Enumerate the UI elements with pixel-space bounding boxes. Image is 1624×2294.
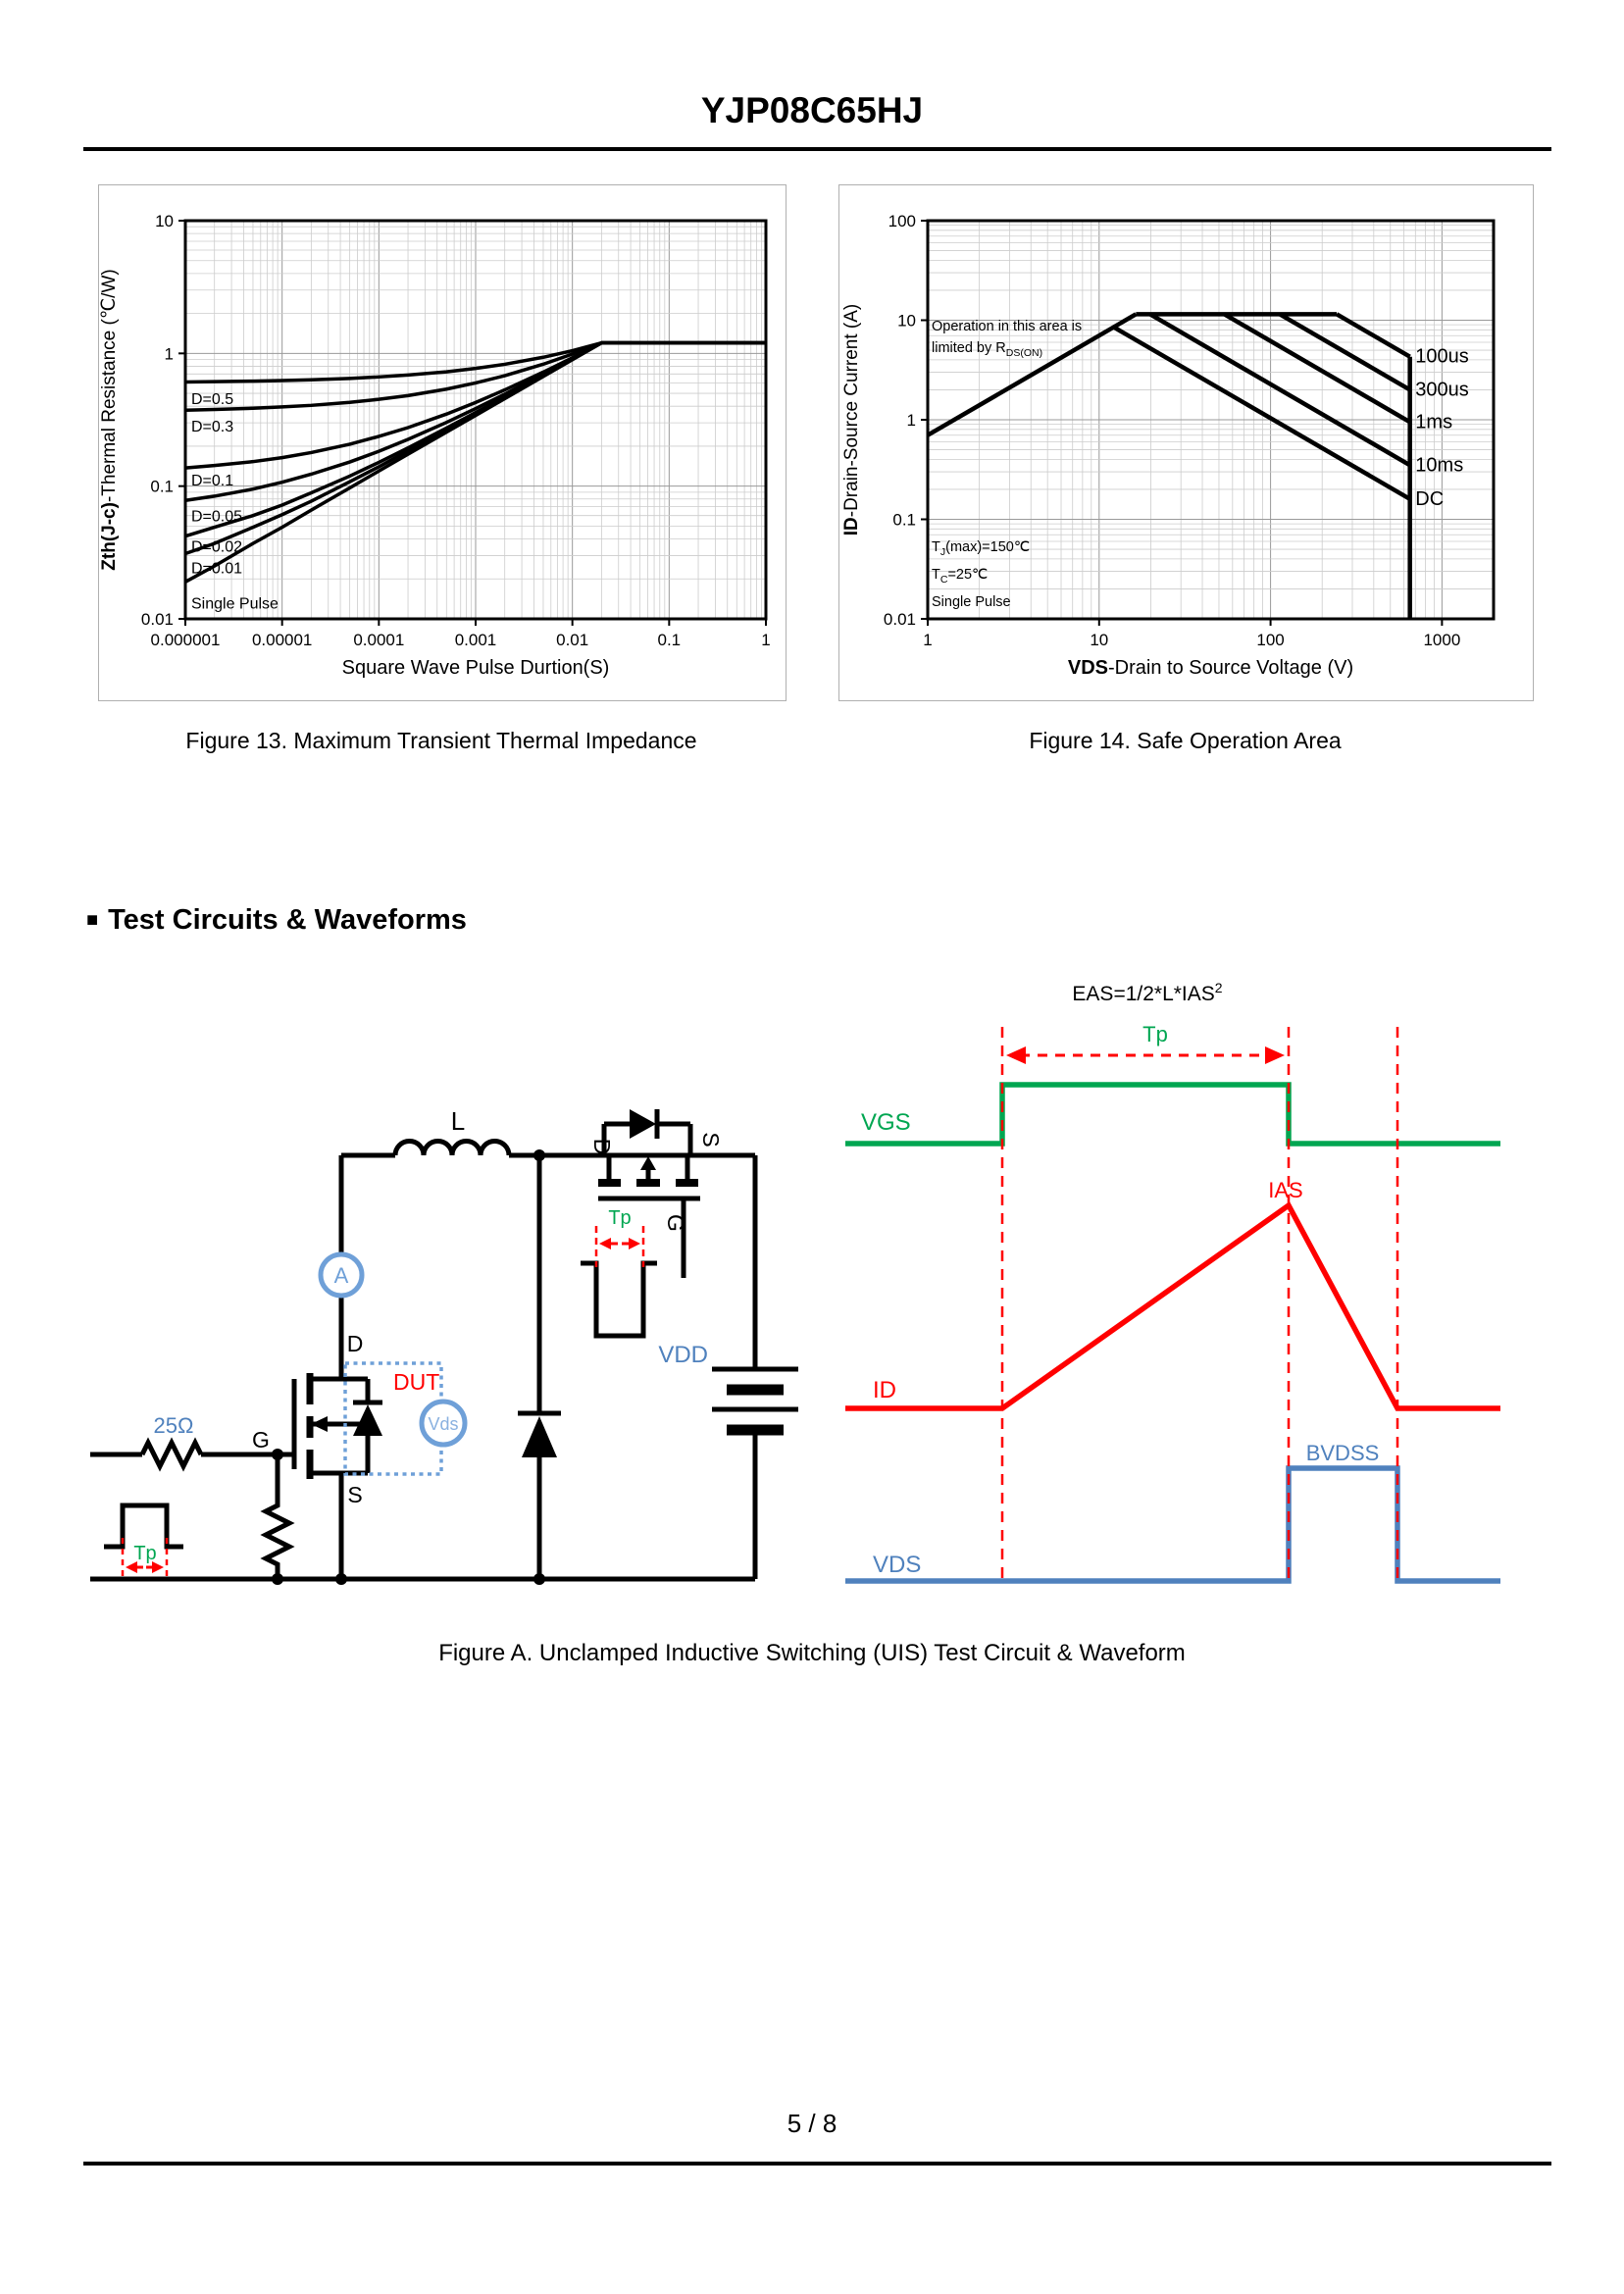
svg-text:D=0.05: D=0.05 — [190, 508, 243, 526]
dut-label: DUT — [393, 1369, 440, 1395]
x-axis-title: VDS-Drain to Source Voltage (V) — [1067, 657, 1354, 679]
svg-text:Operation in this area is: Operation in this area is — [932, 319, 1083, 334]
clamp-tp-arrowhead-left — [599, 1238, 611, 1249]
tp-label: Tp — [1142, 1022, 1168, 1046]
clamp-body-arrow — [640, 1156, 656, 1170]
svg-text:10ms: 10ms — [1415, 454, 1464, 477]
safe-operation-area-chart — [839, 185, 1531, 698]
gate-resistor-label: 25Ω — [153, 1413, 194, 1438]
node-dot — [335, 1573, 347, 1585]
svg-text:0.00001: 0.00001 — [251, 631, 313, 649]
svg-text:100: 100 — [888, 212, 916, 230]
svg-text:D=0.1: D=0.1 — [190, 473, 234, 490]
freewheel-diode-triangle — [522, 1416, 557, 1457]
svg-text:0.001: 0.001 — [454, 631, 497, 649]
svg-text:10: 10 — [897, 311, 916, 331]
y-axis-title: Zth(J-c)-Thermal Resistance (℃/W) — [99, 269, 120, 571]
vgs-waveform — [845, 1085, 1500, 1144]
fig13-chart-box — [98, 184, 787, 701]
clamp-gate-pulse-symbol — [581, 1263, 657, 1336]
tp-arrowhead-right — [1265, 1046, 1285, 1064]
svg-text:TC=25℃: $T_C=25℃$ — [932, 567, 989, 586]
clamp-source-label: S — [698, 1132, 724, 1147]
clamp-tp-dashed-lines — [596, 1226, 643, 1267]
series-DC — [1114, 328, 1410, 499]
svg-text:100: 100 — [1256, 631, 1285, 649]
tp-arrowhead-left — [1006, 1046, 1026, 1064]
section-heading-label: Test Circuits & Waveforms — [108, 904, 467, 936]
dut-body-diode-triangle — [353, 1404, 382, 1436]
svg-text:0.1: 0.1 — [150, 477, 174, 496]
dut-body-arrow — [311, 1416, 328, 1432]
fig14-chart-box — [838, 184, 1534, 701]
ammeter-label: A — [333, 1263, 349, 1288]
soa-notes — [932, 539, 1030, 610]
svg-text:Single Pulse: Single Pulse — [932, 594, 1011, 610]
eas-formula: $EAS=1/2*L*IAS^2$ — [1072, 980, 1223, 1005]
footer-rule — [83, 2162, 1551, 2166]
svg-text:0.01: 0.01 — [883, 610, 916, 629]
svg-text:D=0.02: D=0.02 — [190, 538, 243, 556]
svg-text:1: 1 — [164, 344, 174, 364]
vgs-label: VGS — [861, 1109, 911, 1136]
svg-text:100us: 100us — [1415, 345, 1469, 368]
node-dot — [533, 1149, 545, 1161]
clamp-drain-label: D — [589, 1138, 615, 1155]
svg-text:0.000001: 0.000001 — [150, 631, 221, 649]
timing-dashed-lines — [1002, 1027, 1397, 1581]
y-axis-title: ID-Drain-Source Current (A) — [841, 303, 862, 536]
svg-text:0.01: 0.01 — [556, 631, 589, 649]
node-dot — [272, 1573, 283, 1585]
vds-waveform — [845, 1468, 1500, 1581]
node-dot — [272, 1449, 283, 1460]
svg-text:DC: DC — [1415, 487, 1445, 510]
svg-text:0.1: 0.1 — [657, 631, 682, 649]
clamp-gate-label: G — [663, 1214, 688, 1232]
input-tp-label: Tp — [133, 1543, 157, 1564]
header-rule — [83, 147, 1551, 151]
page-number: 5 / 8 — [787, 2109, 837, 2138]
svg-text:1ms: 1ms — [1415, 411, 1453, 433]
uis-test-circuit-diagram — [59, 961, 824, 1608]
vdd-label: VDD — [658, 1342, 708, 1368]
svg-text:1: 1 — [761, 631, 771, 649]
svg-text:300us: 300us — [1415, 379, 1469, 401]
svg-text:D=0.5: D=0.5 — [190, 390, 234, 408]
clamp-body-diode-triangle — [630, 1109, 656, 1139]
svg-text:TJ(max)=150℃: $T_J(\max)=150℃$ — [932, 539, 1031, 558]
svg-text:10: 10 — [1090, 631, 1109, 649]
thermal-impedance-chart — [99, 185, 784, 698]
fig14-caption: Figure 14. Safe Operation Area — [1029, 728, 1342, 753]
page-title: YJP08C65HJ — [700, 90, 924, 130]
svg-text:Single Pulse: Single Pulse — [190, 595, 279, 613]
svg-text:D=0.3: D=0.3 — [190, 419, 234, 436]
svg-text:1: 1 — [923, 631, 933, 649]
vds-meter-label: Vds — [428, 1414, 459, 1434]
svg-text:0.1: 0.1 — [892, 510, 916, 530]
gate-series-resistor — [142, 1443, 201, 1466]
svg-text:1: 1 — [906, 411, 916, 430]
dut-gate-label: G — [252, 1427, 270, 1453]
fig13-caption: Figure 13. Maximum Transient Thermal Impedance — [185, 728, 697, 753]
figA-caption: Figure A. Unclamped Inductive Switching (UIS) Test Circuit & Waveform — [438, 1640, 1186, 1666]
series-labels — [191, 391, 279, 613]
svg-text:limited by RDS(ON): limited by $R_{DS(ON)}$ — [932, 340, 1043, 359]
ias-label: IAS — [1268, 1178, 1303, 1202]
chart-grid — [185, 221, 766, 619]
inductor-coil — [395, 1142, 509, 1156]
inductor-label: L — [450, 1106, 466, 1136]
id-waveform — [845, 1205, 1500, 1408]
soa-annotation — [932, 319, 1082, 359]
axis-ticks — [141, 212, 771, 649]
dut-source-label: S — [347, 1482, 363, 1507]
svg-text:D=0.01: D=0.01 — [190, 560, 243, 578]
vds-label: VDS — [873, 1552, 922, 1578]
svg-text:1000: 1000 — [1423, 631, 1461, 649]
clamp-tp-arrowhead-right — [629, 1238, 640, 1249]
svg-text:0.01: 0.01 — [140, 610, 174, 629]
id-label: ID — [873, 1377, 896, 1403]
uis-waveform-diagram — [824, 961, 1526, 1608]
gate-ground-resistor — [266, 1454, 289, 1579]
svg-text:10: 10 — [155, 212, 174, 230]
input-pulse-symbol — [104, 1505, 183, 1547]
section-heading — [86, 904, 467, 937]
dut-drain-label: D — [346, 1331, 364, 1356]
svg-text:0.0001: 0.0001 — [353, 631, 405, 649]
clamp-tp-label: Tp — [608, 1207, 632, 1229]
x-axis-title: Square Wave Pulse Durtion(S) — [341, 657, 610, 679]
node-dot — [533, 1573, 545, 1585]
bvdss-label: BVDSS — [1305, 1441, 1380, 1465]
square-bullet-icon: ■ — [86, 909, 99, 931]
